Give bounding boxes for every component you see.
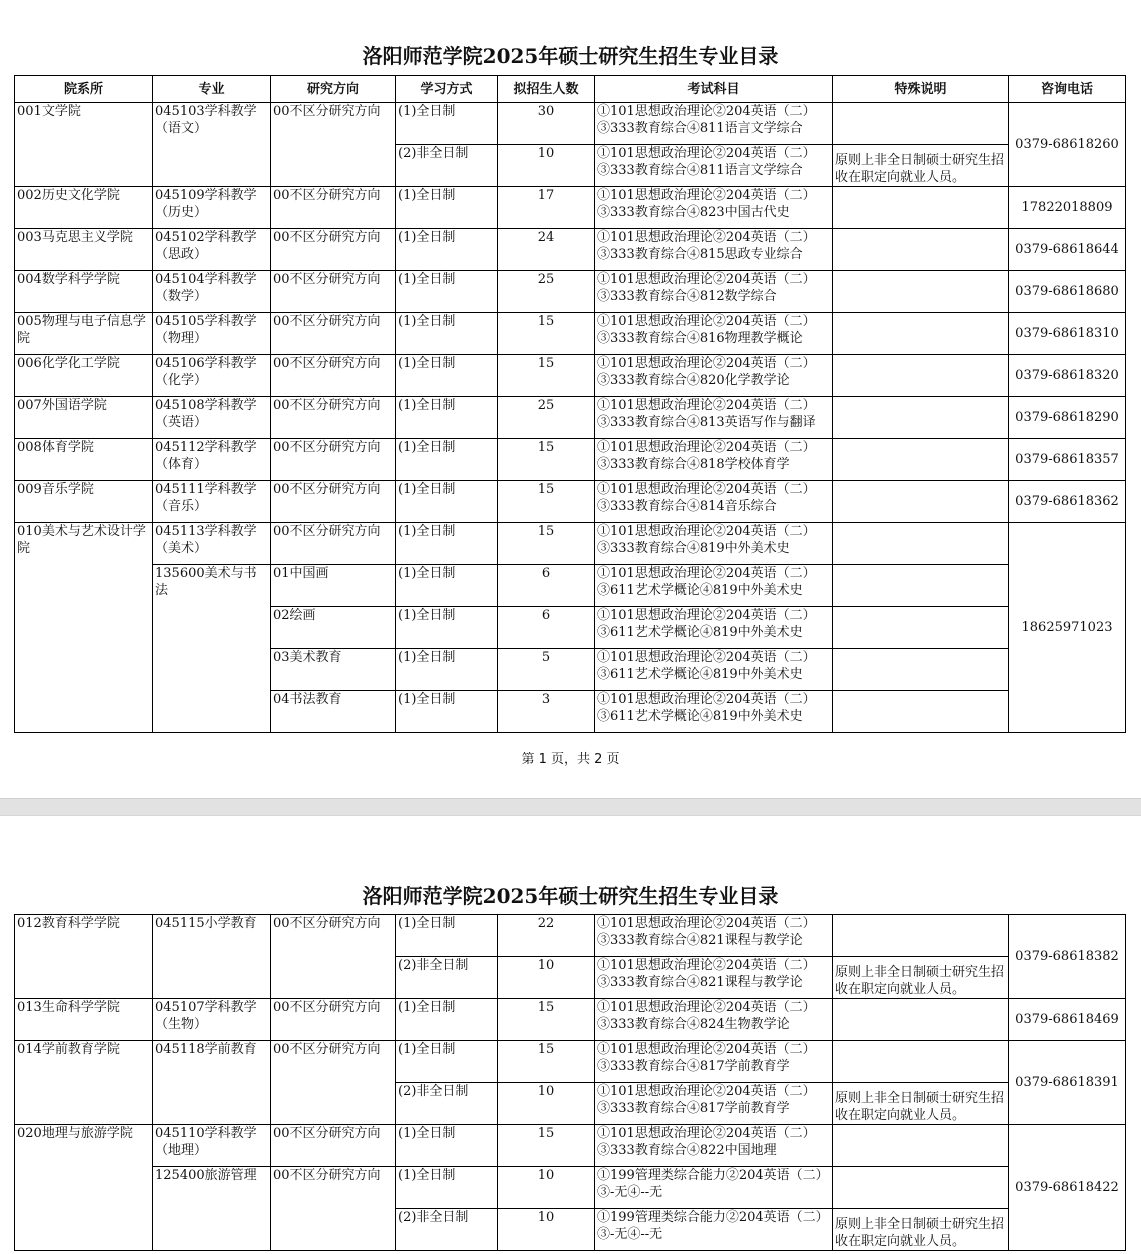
note-cell <box>833 691 1009 733</box>
direction-cell: 00不区分研究方向 <box>271 313 396 355</box>
phone-cell: 17822018809 <box>1009 187 1126 229</box>
phone-cell: 18625971023 <box>1009 523 1126 733</box>
major-cell: 045105学科教学（物理） <box>153 313 271 355</box>
enrollment-cell: 10 <box>498 1167 595 1209</box>
phone-cell: 0379-68618469 <box>1009 999 1126 1041</box>
direction-cell: 00不区分研究方向 <box>271 439 396 481</box>
direction-cell: 00不区分研究方向 <box>271 103 396 187</box>
enrollment-cell: 15 <box>498 523 595 565</box>
phone-cell: 0379-68618320 <box>1009 355 1126 397</box>
direction-cell: 00不区分研究方向 <box>271 523 396 565</box>
major-cell: 135600美术与书法 <box>153 565 271 733</box>
exam-cell: ①199管理类综合能力②204英语（二）③-无④--无 <box>595 1167 833 1209</box>
header-exam: 考试科目 <box>595 76 833 103</box>
note-cell <box>833 481 1009 523</box>
major-cell: 045104学科教学（数学） <box>153 271 271 313</box>
header-enrollment: 拟招生人数 <box>498 76 595 103</box>
mode-cell: (1)全日制 <box>396 313 498 355</box>
dept-cell: 020地理与旅游学院 <box>15 1125 153 1251</box>
table-row <box>15 565 1126 607</box>
table-row <box>15 187 1126 229</box>
enrollment-cell: 15 <box>498 439 595 481</box>
header-major: 专业 <box>153 76 271 103</box>
table-row <box>15 229 1126 271</box>
header-phone: 咨询电话 <box>1009 76 1126 103</box>
direction-cell: 00不区分研究方向 <box>271 229 396 271</box>
exam-cell: ①101思想政治理论②204英语（二）③333教育综合④817学前教育学 <box>595 1041 833 1083</box>
page-title: 洛阳师范学院2025年硕士研究生招生专业目录 <box>362 44 779 68</box>
dept-cell: 012教育科学学院 <box>15 915 153 999</box>
enrollment-cell: 15 <box>498 313 595 355</box>
major-cell: 045111学科教学（音乐） <box>153 481 271 523</box>
dept-cell: 005物理与电子信息学院 <box>15 313 153 355</box>
dept-cell: 009音乐学院 <box>15 481 153 523</box>
enrollment-cell: 24 <box>498 229 595 271</box>
major-cell: 045109学科教学（历史） <box>153 187 271 229</box>
dept-cell: 003马克思主义学院 <box>15 229 153 271</box>
major-cell: 045106学科教学（化学） <box>153 355 271 397</box>
major-cell: 045107学科教学（生物） <box>153 999 271 1041</box>
page-title: 洛阳师范学院2025年硕士研究生招生专业目录 <box>362 884 779 908</box>
dept-cell: 007外国语学院 <box>15 397 153 439</box>
direction-cell: 00不区分研究方向 <box>271 187 396 229</box>
header-direction: 研究方向 <box>271 76 396 103</box>
note-cell <box>833 355 1009 397</box>
note-cell: 原则上非全日制硕士研究生招收在职定向就业人员。 <box>833 145 1009 187</box>
enrollment-cell: 15 <box>498 355 595 397</box>
header-dept: 院系所 <box>15 76 153 103</box>
exam-cell: ①101思想政治理论②204英语（二）③333教育综合④820化学教学论 <box>595 355 833 397</box>
dept-cell: 002历史文化学院 <box>15 187 153 229</box>
exam-cell: ①101思想政治理论②204英语（二）③333教育综合④812数学综合 <box>595 271 833 313</box>
table-row <box>15 915 1126 957</box>
mode-cell: (1)全日制 <box>396 187 498 229</box>
major-cell: 045110学科教学（地理） <box>153 1125 271 1167</box>
exam-cell: ①101思想政治理论②204英语（二）③333教育综合④823中国古代史 <box>595 187 833 229</box>
table-header-row <box>15 76 1126 103</box>
enrollment-cell: 30 <box>498 103 595 145</box>
exam-cell: ①101思想政治理论②204英语（二）③333教育综合④813英语写作与翻译 <box>595 397 833 439</box>
note-cell <box>833 187 1009 229</box>
enrollment-cell: 5 <box>498 649 595 691</box>
table-row <box>15 355 1126 397</box>
phone-cell: 0379-68618391 <box>1009 1041 1126 1125</box>
enrollment-cell: 25 <box>498 271 595 313</box>
note-cell: 原则上非全日制硕士研究生招收在职定向就业人员。 <box>833 1209 1009 1251</box>
mode-cell: (1)全日制 <box>396 1125 498 1167</box>
enrollment-cell: 10 <box>498 1083 595 1125</box>
exam-cell: ①199管理类综合能力②204英语（二）③-无④--无 <box>595 1209 833 1251</box>
mode-cell: (1)全日制 <box>396 439 498 481</box>
phone-cell: 0379-68618382 <box>1009 915 1126 999</box>
note-cell <box>833 1041 1009 1083</box>
direction-cell: 00不区分研究方向 <box>271 1167 396 1251</box>
note-cell <box>833 607 1009 649</box>
table-row <box>15 313 1126 355</box>
major-cell: 045108学科教学（英语） <box>153 397 271 439</box>
phone-cell: 0379-68618260 <box>1009 103 1126 187</box>
enrollment-cell: 6 <box>498 565 595 607</box>
direction-cell: 03美术教育 <box>271 649 396 691</box>
direction-cell: 00不区分研究方向 <box>271 481 396 523</box>
table-row <box>15 1125 1126 1167</box>
exam-cell: ①101思想政治理论②204英语（二）③333教育综合④818学校体育学 <box>595 439 833 481</box>
exam-cell: ①101思想政治理论②204英语（二）③333教育综合④821课程与教学论 <box>595 915 833 957</box>
major-cell: 125400旅游管理 <box>153 1167 271 1251</box>
mode-cell: (1)全日制 <box>396 565 498 607</box>
exam-cell: ①101思想政治理论②204英语（二）③333教育综合④816物理教学概论 <box>595 313 833 355</box>
note-cell <box>833 1125 1009 1167</box>
direction-cell: 00不区分研究方向 <box>271 999 396 1041</box>
note-cell <box>833 103 1009 145</box>
enrollment-cell: 10 <box>498 1209 595 1251</box>
enrollment-cell: 17 <box>498 187 595 229</box>
note-cell <box>833 439 1009 481</box>
mode-cell: (1)全日制 <box>396 481 498 523</box>
table-row <box>15 481 1126 523</box>
exam-cell: ①101思想政治理论②204英语（二）③611艺术学概论④819中外美术史 <box>595 691 833 733</box>
dept-cell: 001文学院 <box>15 103 153 187</box>
exam-cell: ①101思想政治理论②204英语（二）③333教育综合④817学前教育学 <box>595 1083 833 1125</box>
direction-cell: 00不区分研究方向 <box>271 271 396 313</box>
note-cell <box>833 229 1009 271</box>
direction-cell: 00不区分研究方向 <box>271 915 396 999</box>
table-row <box>15 439 1126 481</box>
direction-cell: 04书法教育 <box>271 691 396 733</box>
mode-cell: (1)全日制 <box>396 229 498 271</box>
exam-cell: ①101思想政治理论②204英语（二）③333教育综合④819中外美术史 <box>595 523 833 565</box>
phone-cell: 0379-68618290 <box>1009 397 1126 439</box>
phone-cell: 0379-68618310 <box>1009 313 1126 355</box>
mode-cell: (1)全日制 <box>396 103 498 145</box>
page-separator <box>0 798 1141 816</box>
enrollment-cell: 3 <box>498 691 595 733</box>
table-row <box>15 523 1126 565</box>
note-cell: 原则上非全日制硕士研究生招收在职定向就业人员。 <box>833 1083 1009 1125</box>
note-cell <box>833 1167 1009 1209</box>
enrollment-cell: 15 <box>498 481 595 523</box>
note-cell <box>833 649 1009 691</box>
direction-cell: 00不区分研究方向 <box>271 1125 396 1167</box>
page-footer: 第 1 页，共 2 页 <box>521 752 620 767</box>
enrollment-cell: 15 <box>498 1041 595 1083</box>
phone-cell: 0379-68618357 <box>1009 439 1126 481</box>
mode-cell: (2)非全日制 <box>396 1209 498 1251</box>
direction-cell: 00不区分研究方向 <box>271 397 396 439</box>
note-cell <box>833 397 1009 439</box>
note-cell: 原则上非全日制硕士研究生招收在职定向就业人员。 <box>833 957 1009 999</box>
mode-cell: (1)全日制 <box>396 397 498 439</box>
catalog-table-page-2 <box>14 914 1126 1251</box>
phone-cell: 0379-68618422 <box>1009 1125 1126 1251</box>
major-cell: 045118学前教育 <box>153 1041 271 1125</box>
mode-cell: (1)全日制 <box>396 915 498 957</box>
header-mode: 学习方式 <box>396 76 498 103</box>
mode-cell: (1)全日制 <box>396 607 498 649</box>
mode-cell: (1)全日制 <box>396 271 498 313</box>
major-cell: 045102学科教学（思政） <box>153 229 271 271</box>
mode-cell: (1)全日制 <box>396 999 498 1041</box>
note-cell <box>833 313 1009 355</box>
dept-cell: 004数学科学学院 <box>15 271 153 313</box>
table-row <box>15 397 1126 439</box>
major-cell: 045115小学教育 <box>153 915 271 999</box>
direction-cell: 00不区分研究方向 <box>271 355 396 397</box>
enrollment-cell: 15 <box>498 999 595 1041</box>
exam-cell: ①101思想政治理论②204英语（二）③611艺术学概论④819中外美术史 <box>595 607 833 649</box>
mode-cell: (2)非全日制 <box>396 145 498 187</box>
table-row <box>15 271 1126 313</box>
phone-cell: 0379-68618644 <box>1009 229 1126 271</box>
note-cell <box>833 523 1009 565</box>
mode-cell: (2)非全日制 <box>396 957 498 999</box>
dept-cell: 014学前教育学院 <box>15 1041 153 1125</box>
mode-cell: (1)全日制 <box>396 523 498 565</box>
dept-cell: 010美术与艺术设计学院 <box>15 523 153 733</box>
table-row <box>15 1041 1126 1083</box>
note-cell <box>833 271 1009 313</box>
exam-cell: ①101思想政治理论②204英语（二）③611艺术学概论④819中外美术史 <box>595 565 833 607</box>
enrollment-cell: 10 <box>498 145 595 187</box>
table-row <box>15 999 1126 1041</box>
major-cell: 045113学科教学（美术） <box>153 523 271 565</box>
table-row <box>15 103 1126 145</box>
catalog-table-page-1 <box>14 75 1126 733</box>
exam-cell: ①101思想政治理论②204英语（二）③333教育综合④814音乐综合 <box>595 481 833 523</box>
direction-cell: 00不区分研究方向 <box>271 1041 396 1125</box>
dept-cell: 006化学化工学院 <box>15 355 153 397</box>
enrollment-cell: 10 <box>498 957 595 999</box>
mode-cell: (1)全日制 <box>396 1167 498 1209</box>
direction-cell: 02绘画 <box>271 607 396 649</box>
exam-cell: ①101思想政治理论②204英语（二）③333教育综合④824生物教学论 <box>595 999 833 1041</box>
phone-cell: 0379-68618362 <box>1009 481 1126 523</box>
exam-cell: ①101思想政治理论②204英语（二）③333教育综合④822中国地理 <box>595 1125 833 1167</box>
mode-cell: (1)全日制 <box>396 355 498 397</box>
enrollment-cell: 15 <box>498 1125 595 1167</box>
major-cell: 045103学科教学（语文） <box>153 103 271 187</box>
note-cell <box>833 999 1009 1041</box>
dept-cell: 008体育学院 <box>15 439 153 481</box>
mode-cell: (2)非全日制 <box>396 1083 498 1125</box>
major-cell: 045112学科教学（体育） <box>153 439 271 481</box>
mode-cell: (1)全日制 <box>396 691 498 733</box>
exam-cell: ①101思想政治理论②204英语（二）③611艺术学概论④819中外美术史 <box>595 649 833 691</box>
direction-cell: 01中国画 <box>271 565 396 607</box>
exam-cell: ①101思想政治理论②204英语（二）③333教育综合④811语言文学综合 <box>595 103 833 145</box>
enrollment-cell: 6 <box>498 607 595 649</box>
mode-cell: (1)全日制 <box>396 649 498 691</box>
enrollment-cell: 25 <box>498 397 595 439</box>
exam-cell: ①101思想政治理论②204英语（二）③333教育综合④811语言文学综合 <box>595 145 833 187</box>
note-cell <box>833 565 1009 607</box>
mode-cell: (1)全日制 <box>396 1041 498 1083</box>
exam-cell: ①101思想政治理论②204英语（二）③333教育综合④821课程与教学论 <box>595 957 833 999</box>
page-2 <box>0 816 1141 1254</box>
header-note: 特殊说明 <box>833 76 1009 103</box>
dept-cell: 013生命科学学院 <box>15 999 153 1041</box>
table-row <box>15 1167 1126 1209</box>
exam-cell: ①101思想政治理论②204英语（二）③333教育综合④815思政专业综合 <box>595 229 833 271</box>
enrollment-cell: 22 <box>498 915 595 957</box>
phone-cell: 0379-68618680 <box>1009 271 1126 313</box>
note-cell <box>833 915 1009 957</box>
